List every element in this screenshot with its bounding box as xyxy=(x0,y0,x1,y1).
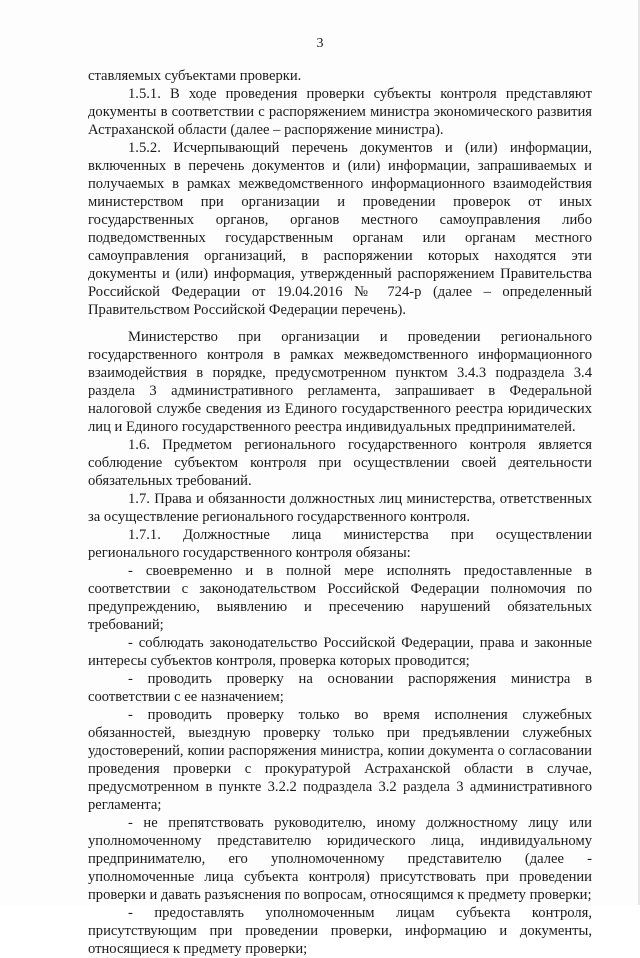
page-number: 3 xyxy=(316,36,324,51)
list-item-duty-5: - не препятствовать руководителю, иному должностному лицу или уполномоченному представителю юридического лица, индивидуальному предпринимателю, его уполномоченному представителю (далее - уполномоченные лица субъекта контроля) присутствовать при проведении проверки и давать разъяснения по вопросам, относящимся к предмету проверки; xyxy=(88,815,592,903)
paragraph-1-5-2: 1.5.2. Исчерпывающий перечень документов и (или) информации, включенных в перечень документов и (или) информации, запрашиваемых и получаемых в рамках межведомственного информационного взаимодействия министерством при организации и проведении проверок от иных государственных органов, органов местного самоуправления либо подведомственных государственным органам или органам местного самоуправления организаций, в распоряжении которых находятся эти документы и (или) информация, утвержденный распоряжением Правительства Российской Федерации от 19.04.2016 № 724-р (далее – определенный Правительством Российской Федерации перечень). xyxy=(88,140,592,318)
paragraph-1-7-1: 1.7.1. Должностные лица министерства при осуществлении регионального государственного контроля обязаны: xyxy=(88,527,592,561)
list-item-duty-4: - проводить проверку только во время исполнения служебных обязанностей, выездную проверку только при предъявлении служебных удостоверений, копии распоряжения министра, копии документа о согласовании проведения проверки с прокуратурой Астраханской области в случае, предусмотренном в пункте 3.2.2 подраздела 3.2 раздела 3 административного регламента; xyxy=(88,707,592,813)
paragraph-ministry-requests: Министерство при организации и проведении регионального государственного контроля в рамках межведомственного информационного взаимодействия в порядке, предусмотренном пунктом 3.4.3 подраздела 3.4 раздела 3 административного регламента, запрашивает в Федеральной налоговой службе сведения из Единого государственного реестра юридических лиц и Единого государственного реестра индивидуальных предпринимателей. xyxy=(88,329,592,435)
paragraph-1-7: 1.7. Права и обязанности должностных лиц министерства, ответственных за осуществление регионального государственного контроля. xyxy=(88,491,592,525)
paragraph-continuation: ставляемых субъектами проверки. xyxy=(88,68,302,84)
list-item-duty-3: - проводить проверку на основании распоряжения министра в соответствии с ее назначением; xyxy=(88,671,592,705)
paragraph-1-6: 1.6. Предметом регионального государственного контроля является соблюдение субъектом контроля при осуществлении своей деятельности обязательных требований. xyxy=(88,437,592,489)
list-item-duty-2: - соблюдать законодательство Российской Федерации, права и законные интересы субъектов контроля, проверка которых проводится; xyxy=(88,635,592,669)
list-item-duty-6: - предоставлять уполномоченным лицам субъекта контроля, присутствующим при проведении проверки, информацию и документы, относящиеся к предмету проверки; xyxy=(88,905,592,957)
paragraph-1-5-1: 1.5.1. В ходе проведения проверки субъекты контроля представляют документы в соответствии с распоряжением министра экономического развития Астраханской области (далее – распоряжение министра). xyxy=(88,86,592,138)
document-body xyxy=(88,67,592,958)
list-item-duty-1: - своевременно и в полной мере исполнять предоставленные в соответствии с законодательством Российской Федерации полномочия по предупреждению, выявлению и пресечению нарушений обязательных требований; xyxy=(88,563,592,633)
